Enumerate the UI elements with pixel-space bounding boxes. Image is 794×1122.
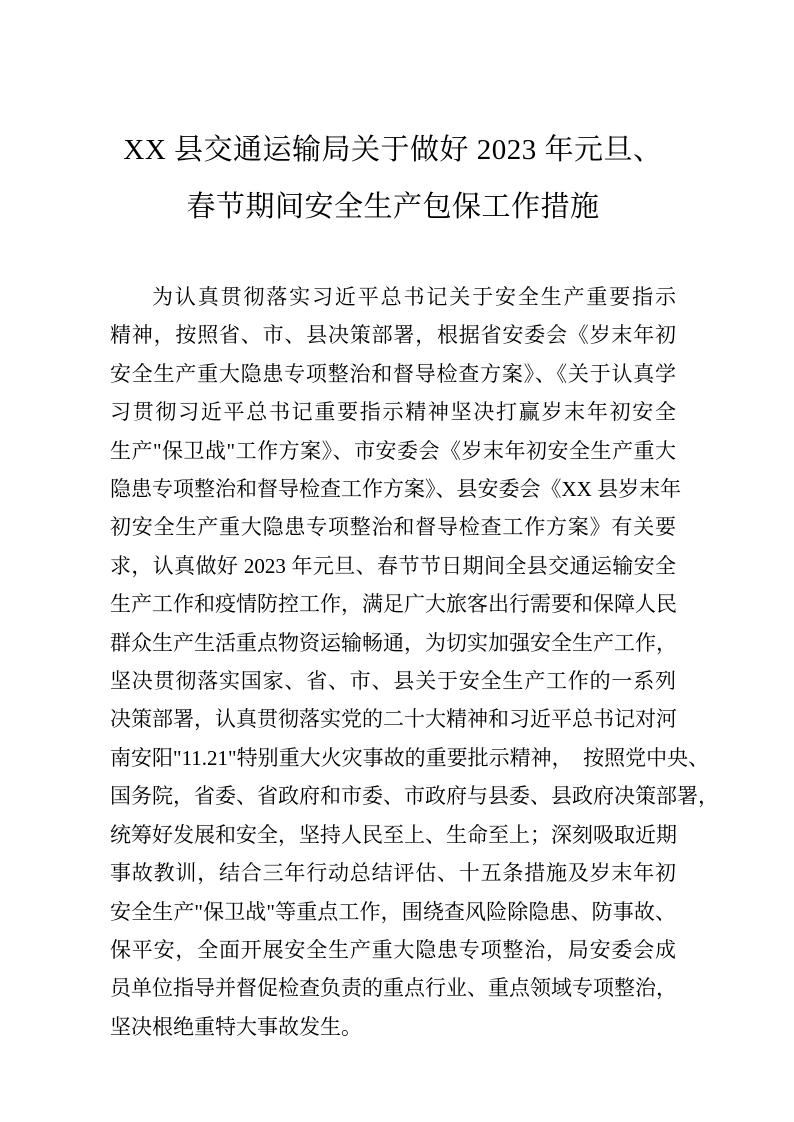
body-line: 事故教训，结合三年行动总结评估、十五条措施及岁末年初 <box>110 861 676 886</box>
body-line: 求，认真做好 2023 年元旦、春节节日期间全县交通运输安全 <box>110 553 676 578</box>
body-line: 坚决根绝重特大事故发生。 <box>110 1014 362 1039</box>
body-line: 生产"保卫战"工作方案》、市安委会《岁末年初安全生产重大 <box>110 438 676 463</box>
body-line: 员单位指导并督促检查负责的重点行业、重点领域专项整治， <box>110 976 677 1001</box>
document-title-line-1: XX 县交通运输局关于做好 2023 年元旦、 <box>123 134 663 166</box>
body-line: 隐患专项整治和督导检查工作方案》、县安委会《XX 县岁末年 <box>110 477 682 502</box>
body-line: 生产工作和疫情防控工作，满足广大旅客出行需要和保障人民 <box>110 592 677 617</box>
body-line: 安全生产重大隐患专项整治和督导检查方案》、《关于认真学 <box>110 361 676 386</box>
document-body-paragraph <box>110 278 719 1046</box>
body-line: 初安全生产重大隐患专项整治和督导检查工作方案》有关要 <box>110 515 676 540</box>
body-line: 精神，按照省、市、县决策部署，根据省安委会《岁末年初 <box>110 323 676 348</box>
body-line: 习贯彻习近平总书记重要指示精神坚决打赢岁末年初安全 <box>110 400 676 425</box>
document-title <box>110 0 676 236</box>
body-line: 安全生产"保卫战"等重点工作，围绕查风险除隐患、防事故、 <box>110 899 676 924</box>
body-line: 为认真贯彻落实习近平总书记关于安全生产重要指示 <box>152 285 676 309</box>
body-line: 群众生产生活重点物资运输畅通，为切实加强安全生产工作， <box>110 630 677 655</box>
body-line: 统筹好发展和安全，坚持人民至上、生命至上；深刻吸取近期 <box>110 822 677 847</box>
document-title-line-2: 春节期间安全生产包保工作措施 <box>186 191 600 223</box>
body-line: 坚决贯彻落实国家、省、市、县关于安全生产工作的一系列 <box>110 669 676 694</box>
body-line: 南安阳"11.21"特别重大火灾事故的重要批示精神， 按照党中央、 <box>110 745 710 770</box>
body-line: 保平安，全面开展安全生产重大隐患专项整治，局安委会成 <box>110 937 676 962</box>
body-line: 国务院，省委、省政府和市委、市政府与县委、县政府决策部署， <box>110 784 719 809</box>
body-line: 决策部署，认真贯彻落实党的二十大精神和习近平总书记对河 <box>110 707 677 732</box>
